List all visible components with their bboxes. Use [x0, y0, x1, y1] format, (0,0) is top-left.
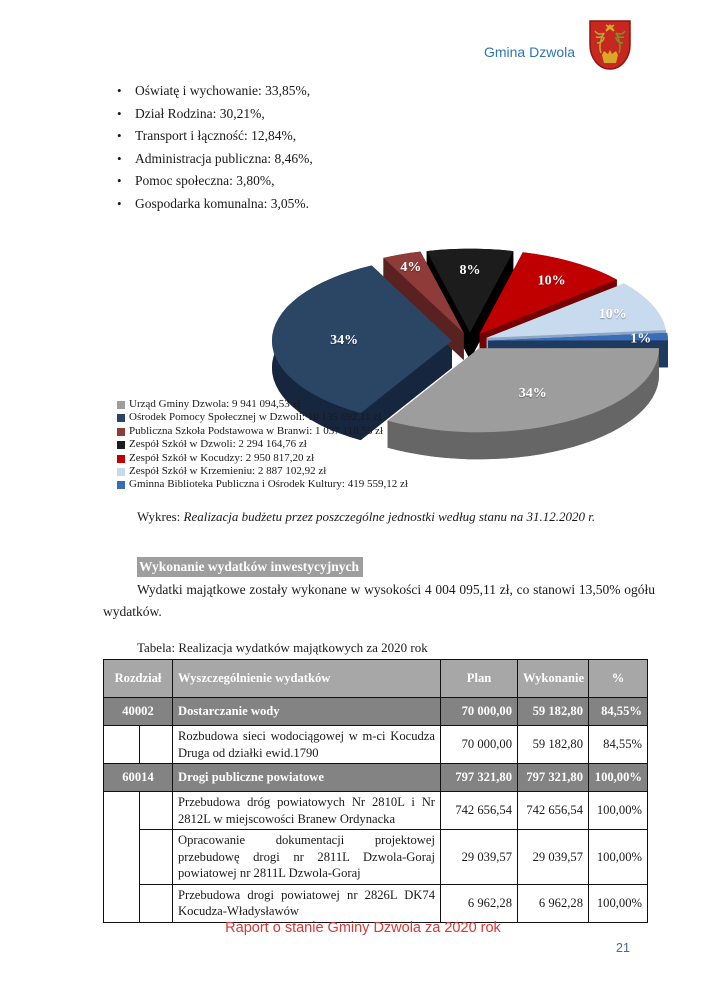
legend-label: Zespół Szkół w Kocudzy: 2 950 817,20 zł	[129, 451, 315, 464]
header-org-name: Gmina Dzwola	[483, 44, 575, 60]
cell-plan: 6 962,28	[441, 884, 518, 922]
cell-desc: Przebudowa dróg powiatowych Nr 2810L i Nr 2812L w miejscowości Branew Ordynacka	[173, 792, 441, 830]
capital-expenditures-table-wrap	[103, 659, 648, 923]
cell-pct: 84,55%	[589, 726, 648, 764]
bullet-dot-icon: •	[117, 195, 122, 211]
cell-desc: Opracowanie dokumentacji projektowej przebudowę drogi nr 2811L Dzwola-Goraj powiatowej nr 2811L Dzwola-Goraj	[173, 830, 441, 885]
legend-label: Zespół Szkół w Dzwoli: 2 294 164,76 zł	[129, 438, 307, 451]
legend-swatch-icon	[117, 481, 125, 489]
cell-desc: Przebudowa drogi powiatowej nr 2826L DK74 Kocudza-Władysławów	[173, 884, 441, 922]
cell-wykonanie: 59 182,80	[518, 726, 589, 764]
cell-pct: 100,00%	[589, 792, 648, 830]
bullet-text: Gospodarka komunalna: 3,05%.	[135, 195, 309, 211]
cell-pct: 84,55%	[589, 698, 648, 726]
pie-chart-legend	[117, 398, 447, 492]
cell-indent-b	[140, 792, 173, 830]
cell-pct: 100,00%	[589, 830, 648, 885]
header-desc: Wyszczególnienie wydatków	[173, 660, 441, 698]
legend-item	[117, 411, 447, 424]
cell-indent-b	[140, 884, 173, 922]
table-row-category	[104, 764, 648, 792]
bullet-dot-icon: •	[117, 128, 122, 144]
bullet-dot-icon: •	[117, 150, 122, 166]
legend-label: Urząd Gminy Dzwola: 9 941 094,53 zł	[129, 398, 301, 410]
legend-item	[117, 478, 447, 491]
legend-label: Gminna Biblioteka Publiczna i Ośrodek Kultury: 419 559,12 zł	[129, 478, 408, 491]
header-plan: Plan	[441, 660, 518, 698]
legend-item	[117, 398, 447, 411]
table-row-detail	[104, 830, 648, 885]
legend-label: Publiczna Szkoła Podstawowa w Branwi: 1 037 118,55 zł	[129, 424, 384, 437]
coat-of-arms-icon	[588, 19, 632, 71]
cell-indent-b	[140, 726, 173, 764]
bullet-dot-icon: •	[117, 173, 122, 189]
bullet-text: Dział Rodzina: 30,21%,	[135, 105, 265, 121]
pie-percent-label: 34%	[330, 333, 359, 348]
bullet-text: Administracja publiczna: 8,46%,	[135, 150, 313, 166]
pie-percent-label: 4%	[400, 260, 422, 276]
table-row-detail	[104, 884, 648, 922]
pie-percent-label: 34%	[518, 386, 547, 401]
cell-desc: Rozbudowa sieci wodociągowej w m-ci Kocudza Druga od działki ewid.1790	[173, 726, 441, 764]
cell-desc: Dostarczanie wody	[173, 698, 441, 726]
bullet-item	[117, 170, 597, 193]
page-number: 21	[616, 941, 630, 955]
bullet-text: Transport i łączność: 12,84%,	[135, 128, 297, 144]
legend-swatch-icon	[117, 428, 125, 436]
cell-wykonanie: 59 182,80	[518, 698, 589, 726]
header-wykonanie: Wykonanie	[518, 660, 589, 698]
footer-report-title: Raport o stanie Gminy Dzwola za 2020 rok	[225, 920, 501, 936]
chart-caption	[137, 509, 595, 525]
header-pct: %	[589, 660, 648, 698]
legend-label: Zespół Szkół w Krzemieniu: 2 887 102,92 zł	[129, 465, 327, 478]
legend-swatch-icon	[117, 401, 125, 409]
pie-percent-label: 8%	[459, 262, 481, 278]
cell-rozdzial: 40002	[104, 698, 173, 726]
legend-item	[117, 438, 447, 451]
table-header-row	[104, 660, 648, 698]
legend-swatch-icon	[117, 414, 125, 422]
table-caption: Tabela: Realizacja wydatków majątkowych za 2020 rok	[137, 640, 428, 655]
section-heading-investment-expenditures: Wykonanie wydatków inwestycyjnych	[137, 557, 363, 577]
bullet-item	[117, 148, 597, 171]
cell-pct: 100,00%	[589, 764, 648, 792]
cell-rozdzial: 60014	[104, 764, 173, 792]
bullet-text: Pomoc społeczna: 3,80%,	[135, 173, 275, 189]
bullet-item	[117, 125, 597, 148]
cell-plan: 70 000,00	[441, 698, 518, 726]
legend-swatch-icon	[117, 468, 125, 476]
legend-label: Ośrodek Pomocy Społecznej w Dzwoli: 10 135 692,11 zł	[129, 411, 382, 424]
cell-indent-a	[104, 792, 140, 923]
table-row-category	[104, 698, 648, 726]
budget-share-bullet-list	[117, 80, 597, 216]
capital-expenditures-table	[103, 659, 648, 923]
section-paragraph: Wydatki majątkowe zostały wykonane w wysokości 4 004 095,11 zł, co stanowi 13,50% ogółu wydatków.	[103, 582, 655, 619]
cell-desc: Drogi publiczne powiatowe	[173, 764, 441, 792]
bullet-dot-icon: •	[117, 83, 122, 98]
cell-indent-a	[104, 726, 140, 764]
bullet-dot-icon: •	[117, 105, 122, 121]
cell-plan: 742 656,54	[441, 792, 518, 830]
cell-pct: 100,00%	[589, 884, 648, 922]
chart-caption-text: Realizacja budżetu przez poszczególne jednostki według stanu na 31.12.2020 r.	[183, 509, 596, 524]
legend-item	[117, 465, 447, 478]
header-rozdzial: Rozdział	[104, 660, 173, 698]
cell-wykonanie: 29 039,57	[518, 830, 589, 885]
cell-indent-b	[140, 830, 173, 885]
cell-plan: 797 321,80	[441, 764, 518, 792]
cell-wykonanie: 6 962,28	[518, 884, 589, 922]
legend-swatch-icon	[117, 455, 125, 463]
cell-wykonanie: 742 656,54	[518, 792, 589, 830]
bullet-item	[117, 80, 597, 103]
bullet-item	[117, 103, 597, 126]
legend-item	[117, 452, 447, 465]
pie-percent-label: 10%	[598, 307, 627, 323]
table-row-detail	[104, 726, 648, 764]
pie-percent-label: 10%	[537, 273, 566, 289]
pie-percent-label: 1%	[630, 331, 652, 347]
chart-caption-prefix: Wykres:	[137, 509, 184, 524]
cell-plan: 29 039,57	[441, 830, 518, 885]
bullet-item	[117, 193, 597, 216]
table-row-detail	[104, 792, 648, 830]
cell-wykonanie: 797 321,80	[518, 764, 589, 792]
legend-swatch-icon	[117, 441, 125, 449]
legend-item	[117, 425, 447, 438]
cell-plan: 70 000,00	[441, 726, 518, 764]
bullet-text: Oświatę i wychowanie: 33,85%,	[135, 83, 311, 98]
